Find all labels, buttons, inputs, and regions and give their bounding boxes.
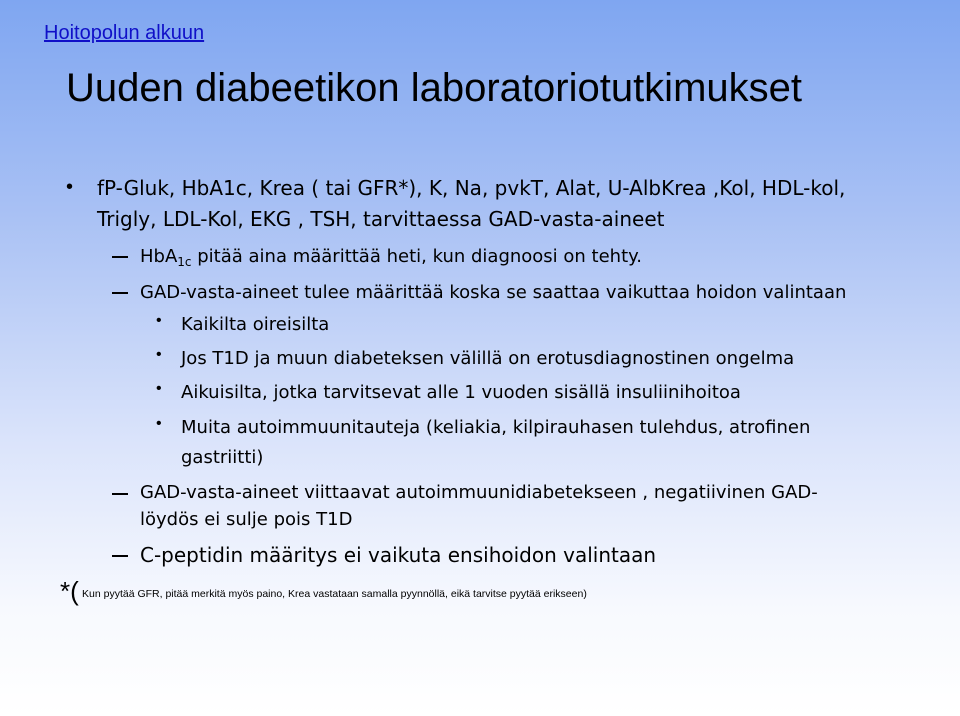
gad-interpretation-line-1: GAD-vasta-aineet viittaavat autoimmuunidiabetekseen , negatiivinen GAD- (140, 482, 818, 503)
bullet-text-line-1: fP-Gluk, HbA1c, Krea ( tai GFR*), K, Na, pvkT, Alat, U-AlbKrea ,Kol, HDL-kol, (97, 176, 846, 200)
gad-indication-text: GAD-vasta-aineet tulee määrittää koska se saattaa vaikuttaa hoidon valintaan (140, 282, 847, 303)
footnote-text: Kun pyytää GFR, pitää merkitä myös paino, Krea vastataan samalla pyynnöllä, eikä tarvitse pyytää erikseen) (82, 588, 587, 600)
dash-icon (112, 555, 128, 557)
gad-interpretation-line-2: löydös ei sulje pois T1D (140, 509, 353, 530)
dash-icon (112, 292, 128, 294)
sub-bullet-text-continued: gastriitti) (181, 447, 264, 468)
hba1c-note (140, 242, 642, 277)
bullet-dot-icon: • (156, 312, 162, 329)
hba1c-rest: pitää aina määrittää heti, kun diagnoosi on tehty. (191, 246, 642, 267)
bullet-dot-icon: • (66, 176, 74, 198)
bullet-dot-icon: • (156, 346, 162, 363)
hba1c-prefix: HbA (140, 246, 178, 267)
sub-bullet-text: Aikuisilta, jotka tarvitsevat alle 1 vuoden sisällä insuliinihoitoa (181, 382, 741, 403)
slide-title: Uuden diabeetikon laboratoriotutkimukset (66, 66, 802, 110)
sub-bullet-text: Muita autoimmuunitauteja (keliakia, kilpirauhasen tulehdus, atrofinen (181, 417, 811, 438)
sub-bullet-text: Kaikilta oireisilta (181, 314, 330, 335)
dash-icon (112, 256, 128, 258)
sub-bullet-text: Jos T1D ja muun diabeteksen välillä on erotusdiagnostinen ongelma (181, 348, 795, 369)
back-to-start-link[interactable]: Hoitopolun alkuun (44, 22, 205, 44)
c-peptide-text: C-peptidin määritys ei vaikuta ensihoidon valintaan (140, 543, 657, 567)
footnote-marker: *( (60, 576, 79, 606)
hba1c-subscript: 1c (177, 255, 192, 269)
dash-icon (112, 493, 128, 495)
bullet-dot-icon: • (156, 380, 162, 397)
bullet-text-line-2: Trigly, LDL-Kol, EKG , TSH, tarvittaessa GAD-vasta-aineet (97, 207, 665, 231)
bullet-dot-icon: • (156, 415, 162, 432)
